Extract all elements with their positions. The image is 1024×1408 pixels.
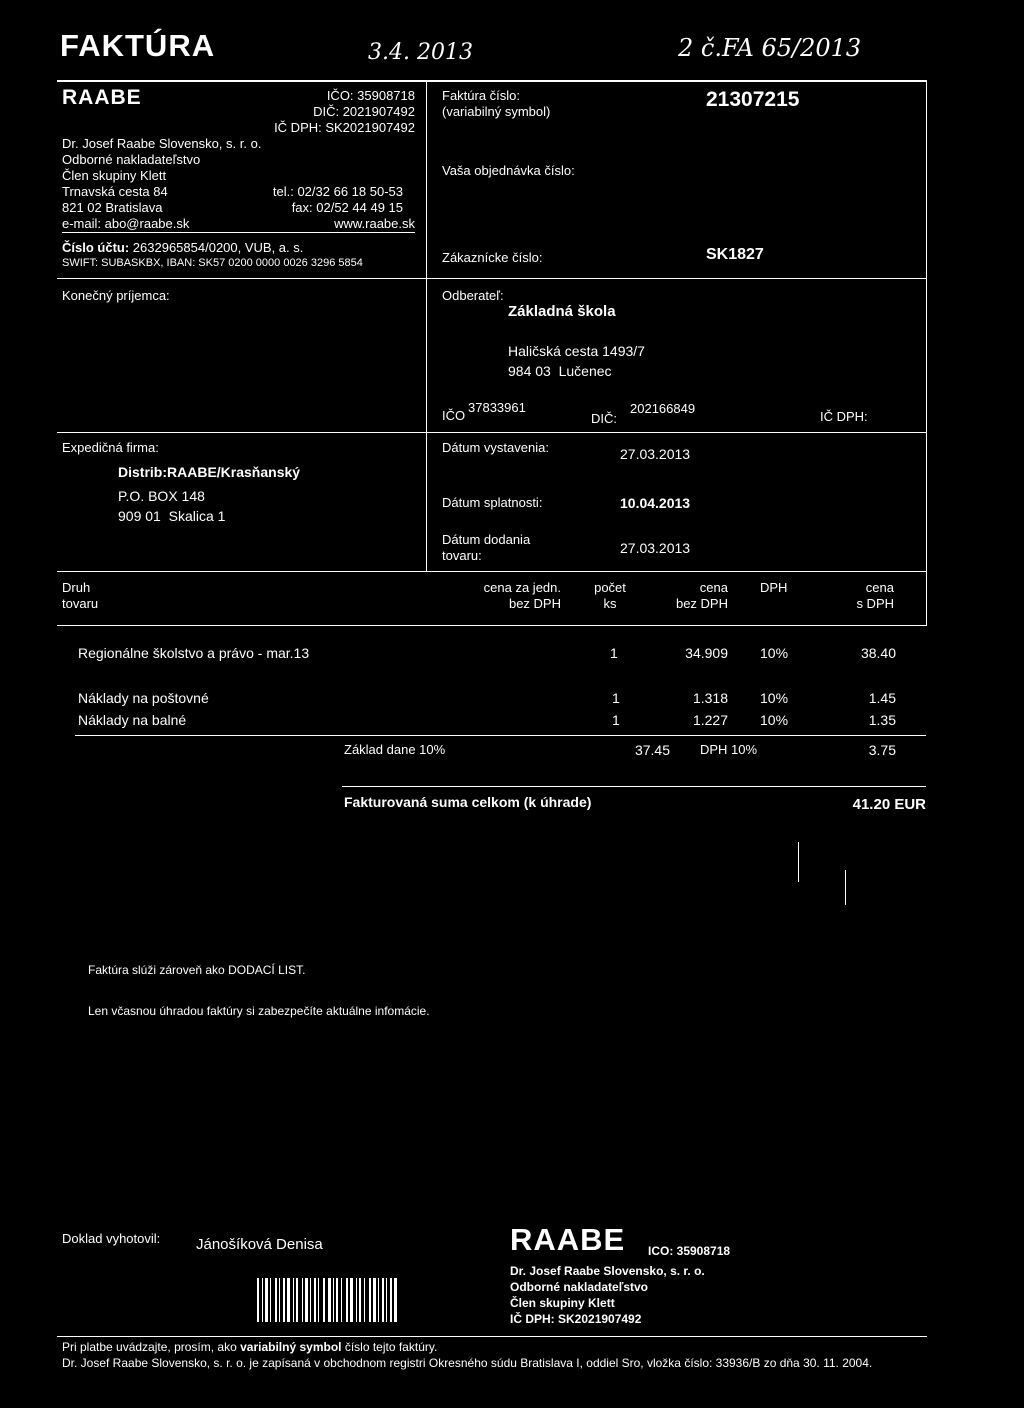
- payment-prefix: Pri platbe uvádzajte, prosím, ako: [62, 1340, 237, 1354]
- th-total-2: s DPH: [856, 596, 894, 611]
- frame-divider-vertical: [426, 80, 427, 572]
- row-1-total: 38.40: [860, 645, 896, 661]
- recipient-zip-city: [508, 363, 612, 379]
- rows-bottom-line: [75, 735, 926, 736]
- row-3-total: 1.35: [868, 712, 896, 728]
- vat-total-value: 3.75: [868, 742, 896, 758]
- th-goods-1: Druh: [62, 580, 91, 595]
- delivery-date-sublabel: tovaru:: [442, 548, 482, 563]
- stamp-logo: RAABE: [510, 1222, 626, 1257]
- payment-instruction: [62, 1340, 437, 1354]
- supplier-fax: fax: 02/52 44 49 15: [291, 200, 403, 215]
- final-recipient-label: Konečný príjemca:: [62, 288, 170, 303]
- row-1-qty: 1: [610, 645, 618, 661]
- frame-line-dates-bottom: [57, 571, 927, 572]
- footer-line: [57, 1336, 927, 1337]
- th-qty-1: počet: [594, 580, 626, 595]
- shipping-label: Expedičná firma:: [62, 440, 159, 455]
- invoice-number-label: Faktúra číslo:: [442, 88, 521, 103]
- tax-base-value: 37.45: [634, 742, 670, 758]
- frame-top: [57, 80, 927, 82]
- recipient-city: Lučenec: [558, 363, 612, 379]
- row-2-vat: 10%: [760, 690, 789, 706]
- order-number-label: Vaša objednávka číslo:: [442, 163, 575, 178]
- recipient-dic: 202166849: [630, 401, 696, 416]
- stamp-ico: ICO: 35908718: [648, 1244, 731, 1258]
- note-payment: Len včasnou úhradou faktúry si zabezpečíte aktuálne infomácie.: [88, 1004, 430, 1018]
- payment-suffix: číslo tejto faktúry.: [344, 1340, 438, 1354]
- supplier-city: 821 02 Bratislava: [62, 200, 163, 215]
- row-2-price: 1.318: [692, 690, 728, 706]
- recipient-ico-label: IČO: [442, 408, 466, 423]
- th-unit-1: cena za jedn.: [483, 580, 561, 595]
- th-price-2: bez DPH: [675, 596, 728, 611]
- invoice-number-sublabel: (variabilný symbol): [442, 104, 551, 119]
- th-price-1: cena: [699, 580, 728, 595]
- sum-top-line: [342, 786, 926, 787]
- th-goods-2: tovaru: [62, 596, 99, 611]
- frame-line-recipient-bottom: [57, 432, 927, 433]
- tax-base-label: Základ dane 10%: [344, 742, 446, 757]
- customer-number-label: Zákaznícke číslo:: [442, 250, 543, 265]
- issued-by-label: Doklad vyhotovil:: [62, 1231, 161, 1246]
- shipping-zip-city: [118, 508, 225, 524]
- recipient-name: Základná škola: [508, 303, 616, 320]
- invoice-number: 21307215: [706, 88, 800, 111]
- table-header-line: [57, 625, 927, 626]
- issue-date-label: Dátum vystavenia:: [442, 440, 549, 455]
- stamp-line2: Odborné nakladateľstvo: [510, 1280, 648, 1294]
- customer-number: SK1827: [706, 246, 764, 263]
- frame-right: [926, 80, 927, 625]
- row-2-qty: 1: [612, 690, 620, 706]
- row-3-price: 1.227: [692, 712, 728, 728]
- stamp-icdph: IČ DPH: SK2021907492: [510, 1312, 642, 1326]
- account-label: Číslo účtu:: [62, 240, 130, 255]
- row-3-name: Náklady na balné: [78, 712, 187, 728]
- supplier-account: [62, 240, 303, 255]
- recipient-icdph-label: IČ DPH:: [820, 409, 868, 424]
- shipping-city: Skalica 1: [168, 508, 226, 524]
- issue-date: 27.03.2013: [620, 446, 691, 462]
- row-2-total: 1.45: [868, 690, 896, 706]
- row-1-price: 34.909: [685, 645, 728, 661]
- th-qty-2: ks: [603, 596, 617, 611]
- raabe-logo: RAABE: [62, 86, 142, 109]
- register-info: Dr. Josef Raabe Slovensko, s. r. o. je zapísaná v obchodnom registri Okresného súdu Bratislava I, oddiel Sro, vložka číslo: 33936/B zo dňa 30. 11. 2004.: [62, 1356, 873, 1370]
- shipping-name: Distrib:RAABE/Krasňanský: [118, 464, 301, 480]
- supplier-street: Trnavská cesta 84: [62, 184, 168, 199]
- note-delivery-list: Faktúra slúži zároveň ako DODACÍ LIST.: [88, 963, 306, 977]
- row-3-qty: 1: [612, 712, 620, 728]
- sum-label: Fakturovaná suma celkom (k úhrade): [344, 794, 592, 810]
- row-1-vat: 10%: [760, 645, 789, 661]
- supplier-tel: tel.: 02/32 66 18 50-53: [272, 184, 403, 199]
- th-total-1: cena: [865, 580, 894, 595]
- handwritten-date: 3.4. 2013: [368, 40, 473, 65]
- invoice-title: FAKTÚRA: [60, 28, 216, 63]
- shipping-zip: 909 01: [118, 508, 161, 524]
- th-unit-2: bez DPH: [508, 596, 561, 611]
- recipient-street: Haličská cesta 1493/7: [508, 343, 645, 359]
- stamp-line3: Člen skupiny Klett: [510, 1296, 615, 1310]
- barcode-image: [257, 1278, 461, 1322]
- supplier-web: www.raabe.sk: [334, 216, 415, 231]
- shipping-box: P.O. BOX 148: [118, 488, 205, 504]
- frame-line-supplier-bottom: [57, 278, 927, 279]
- sum-value: 41.20 EUR: [852, 796, 926, 813]
- recipient-ico: 37833961: [468, 400, 526, 415]
- row-2-name: Náklady na poštovné: [78, 690, 209, 706]
- pen-mark-1: [798, 842, 799, 882]
- supplier-web-underline: [62, 232, 415, 233]
- supplier-line2: Odborné nakladateľstvo: [62, 152, 201, 167]
- vat-total-label: DPH 10%: [700, 742, 758, 757]
- stamp-name: Dr. Josef Raabe Slovensko, s. r. o.: [510, 1264, 705, 1278]
- row-1-name: Regionálne školstvo a právo - mar.13: [78, 645, 310, 661]
- delivery-date: 27.03.2013: [620, 540, 691, 556]
- row-3-vat: 10%: [760, 712, 789, 728]
- issued-by-name: Jánošíková Denisa: [196, 1236, 323, 1253]
- supplier-icdph: IČ DPH: SK2021907492: [274, 120, 415, 135]
- supplier-email: e-mail: abo@raabe.sk: [62, 216, 190, 231]
- supplier-ico: IČO: 35908718: [326, 88, 415, 103]
- delivery-date-label: Dátum dodania: [442, 532, 531, 547]
- recipient-zip: 984 03: [508, 363, 551, 379]
- payment-bold: variabilný symbol: [240, 1340, 342, 1354]
- recipient-label: Odberateľ:: [442, 288, 504, 303]
- supplier-swift: SWIFT: SUBASKBX, IBAN: SK57 0200 0000 0026 3296 5854: [62, 257, 363, 269]
- account-value: 2632965854/0200, VUB, a. s.: [132, 240, 304, 255]
- due-date: 10.04.2013: [620, 495, 691, 511]
- handwritten-ref: 2 č.FA 65/2013: [678, 34, 862, 62]
- supplier-name: Dr. Josef Raabe Slovensko, s. r. o.: [62, 136, 262, 151]
- due-date-label: Dátum splatnosti:: [442, 495, 543, 510]
- th-vat: DPH: [760, 580, 788, 595]
- recipient-dic-label: DIČ:: [591, 411, 617, 426]
- supplier-line3: Člen skupiny Klett: [62, 168, 167, 183]
- pen-mark-2: [845, 870, 846, 905]
- supplier-dic: DIČ: 2021907492: [313, 104, 415, 119]
